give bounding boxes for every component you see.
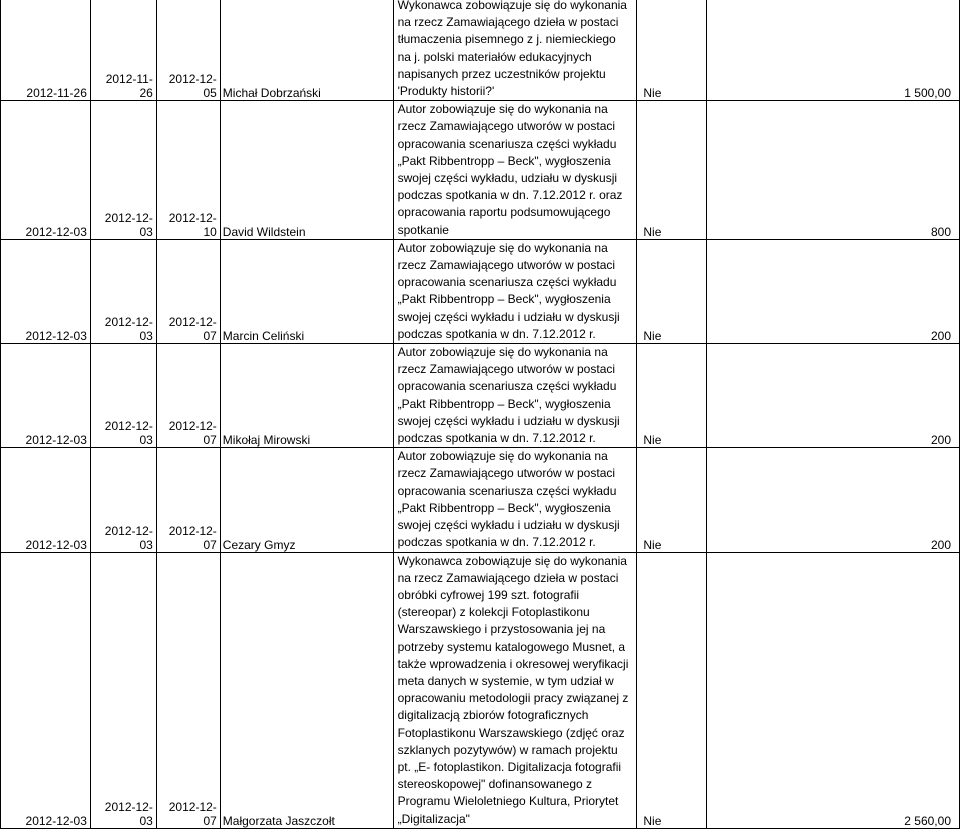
contract-date-cell: 2012-12-03 [1, 344, 91, 448]
contractor-name-cell: Cezary Gmyz [220, 448, 393, 552]
amount-cell: 800 [707, 101, 960, 240]
flag-cell: Nie [637, 448, 707, 552]
flag-cell: Nie [637, 239, 707, 343]
contract-date-cell: 2012-12-03 [1, 239, 91, 343]
table-row [1, 0, 960, 101]
table-row [1, 344, 960, 448]
flag-cell: Nie [637, 0, 707, 101]
table-row [1, 448, 960, 552]
contract-date-cell: 2012-12-03 [1, 101, 91, 240]
description-cell: Autor zobowiązuje się do wykonania na rzecz Zamawiającego utworów w postaci opracowania scenariusza części wykładu „Pakt Ribbentropp – Beck", wygłoszenia swojej części wykładu, udziału w dyskusji podczas spotkania w dn. 7.12.2012 r. oraz opracowania raportu podsumowującego spotkanie [393, 101, 637, 240]
amount-cell: 1 500,00 [707, 0, 960, 101]
contractor-name-cell: Mikołaj Mirowski [220, 344, 393, 448]
contractor-name-cell: Marcin Celiński [220, 239, 393, 343]
table-row [1, 552, 960, 828]
amount-cell: 200 [707, 239, 960, 343]
start-date-cell: 2012-12-03 [90, 239, 156, 343]
description-cell: Autor zobowiązuje się do wykonania na rzecz Zamawiającego utworów w postaci opracowania scenariusza części wykładu „Pakt Ribbentropp – Beck", wygłoszenia swojej części wykładu i udziału w dyskusji podczas spotkania w dn. 7.12.2012 r. [393, 344, 637, 448]
end-date-cell: 2012-12-07 [156, 344, 220, 448]
contract-date-cell: 2012-12-03 [1, 552, 91, 828]
end-date-cell: 2012-12-07 [156, 552, 220, 828]
description-cell: Autor zobowiązuje się do wykonania na rzecz Zamawiającego utworów w postaci opracowania scenariusza części wykładu „Pakt Ribbentropp – Beck", wygłoszenia swojej części wykładu i udziału w dyskusji podczas spotkania w dn. 7.12.2012 r. [393, 448, 637, 552]
flag-cell: Nie [637, 101, 707, 240]
description-cell: Wykonawca zobowiązuje się do wykonania na rzecz Zamawiającego dzieła w postaci tłumaczenia pisemnego z j. niemieckiego na j. polski materiałów edukacyjnych napisanych przez uczestników projektu 'Produkty historii?' [393, 0, 637, 101]
description-cell: Wykonawca zobowiązuje się do wykonania na rzecz Zamawiającego dzieła w postaci obróbki cyfrowej 199 szt. fotografii (stereopar) z kolekcji Fotoplastikonu Warszawskiego i przystosowania jej na potrzeby systemu katalogowego Musnet, a także wprowadzenia i okresowej weryfikacji meta danych w systemie, w tym udział w opracowaniu metodologii pracy związanej z digitalizacją zbiorów fotograficznych Fotoplastikonu Warszawskiego (zdjęć oraz szklanych pozytywów) w ramach projektu pt. „E- fotoplastikon. Digitalizacja fotografii stereoskopowej" dofinansowanego z Programu Wieloletniego Kultura, Priorytet „Digitalizacja" [393, 552, 637, 828]
contract-date-cell: 2012-12-03 [1, 448, 91, 552]
amount-cell: 200 [707, 448, 960, 552]
end-date-cell: 2012-12-07 [156, 239, 220, 343]
description-cell: Autor zobowiązuje się do wykonania na rzecz Zamawiającego utworów w postaci opracowania scenariusza części wykładu „Pakt Ribbentropp – Beck", wygłoszenia swojej części wykładu i udziału w dyskusji podczas spotkania w dn. 7.12.2012 r. [393, 239, 637, 343]
end-date-cell: 2012-12-07 [156, 448, 220, 552]
start-date-cell: 2012-12-03 [90, 552, 156, 828]
end-date-cell: 2012-12-05 [156, 0, 220, 101]
start-date-cell: 2012-12-03 [90, 344, 156, 448]
contractor-name-cell: David Wildstein [220, 101, 393, 240]
amount-cell: 200 [707, 344, 960, 448]
contractor-name-cell: Małgorzata Jaszczołt [220, 552, 393, 828]
contractor-name-cell: Michał Dobrzański [220, 0, 393, 101]
start-date-cell: 2012-11-26 [90, 0, 156, 101]
table-row [1, 239, 960, 343]
start-date-cell: 2012-12-03 [90, 448, 156, 552]
end-date-cell: 2012-12-10 [156, 101, 220, 240]
table-row [1, 101, 960, 240]
amount-cell: 2 560,00 [707, 552, 960, 828]
start-date-cell: 2012-12-03 [90, 101, 156, 240]
flag-cell: Nie [637, 552, 707, 828]
flag-cell: Nie [637, 344, 707, 448]
contract-date-cell: 2012-11-26 [1, 0, 91, 101]
